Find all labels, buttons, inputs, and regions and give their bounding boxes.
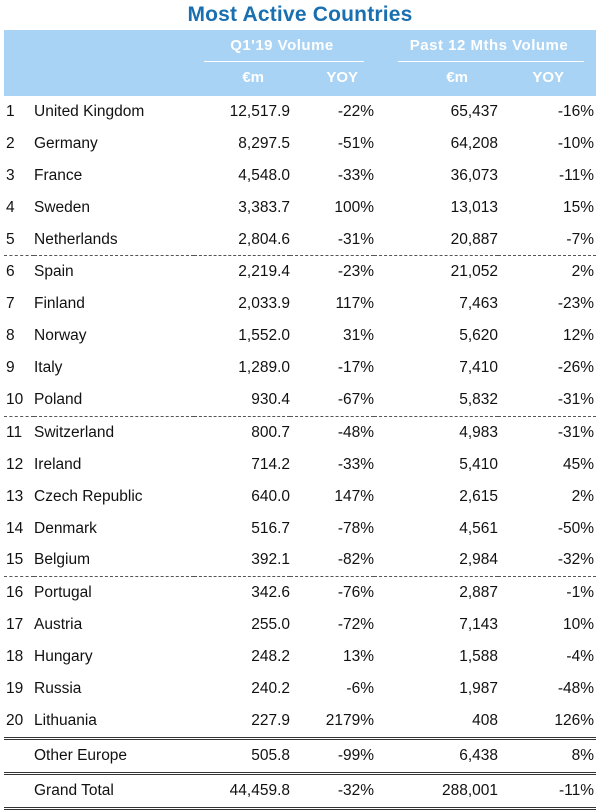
m12-yoy-cell: -11% <box>558 166 594 184</box>
q1-yoy-cell: -82% <box>290 544 374 576</box>
m12-yoy-cell: 2% <box>571 487 594 505</box>
q1-yoy-cell: 100% <box>334 198 374 216</box>
table-row <box>4 192 596 224</box>
table-row <box>4 544 596 576</box>
country-cell: Switzerland <box>34 423 115 441</box>
m12-volume-cell: 36,073 <box>450 166 498 184</box>
rank-cell <box>4 738 34 773</box>
m12-yoy-cell: 10% <box>562 616 594 634</box>
table-row <box>4 288 596 320</box>
country-cell: Portugal <box>34 584 92 602</box>
m12-volume-cell: 2,984 <box>374 544 498 576</box>
countries-table <box>4 96 596 810</box>
m12-volume-cell: 2,615 <box>459 487 498 505</box>
m12-volume-cell: 5,620 <box>459 327 498 345</box>
m12-yoy-cell: 45% <box>562 455 594 473</box>
m12-yoy-cell: -50% <box>557 519 594 537</box>
m12-yoy-cell: 126% <box>554 711 594 729</box>
rank-cell: 4 <box>6 198 15 216</box>
q1-volume-cell: 640.0 <box>251 487 290 505</box>
m12-yoy-cell: 8% <box>498 738 596 773</box>
m12-volume-cell: 7,410 <box>459 359 498 377</box>
country-cell: Netherlands <box>34 224 194 256</box>
country-cell: Czech Republic <box>34 487 143 505</box>
table-row <box>4 320 596 352</box>
m12-volume-cell: 64,208 <box>450 134 498 152</box>
q1-volume-cell: 516.7 <box>251 519 290 537</box>
rank-cell: 20 <box>6 711 24 729</box>
q1-yoy-cell: -32% <box>290 773 374 808</box>
country-cell: Russia <box>34 679 82 697</box>
rank-cell: 13 <box>6 487 24 505</box>
m12-volume-cell: 7,463 <box>459 295 498 313</box>
header-12m-yoy: YOY <box>532 69 564 86</box>
q1-yoy-cell: 13% <box>342 648 374 666</box>
m12-volume-cell: 1,987 <box>459 679 498 697</box>
country-cell: Austria <box>34 616 83 634</box>
m12-yoy-cell: 2% <box>571 263 594 281</box>
m12-yoy-cell: -26% <box>557 359 594 377</box>
q1-volume-cell: 2,033.9 <box>238 295 290 313</box>
country-cell: Sweden <box>34 198 91 216</box>
m12-volume-cell: 21,052 <box>450 263 498 281</box>
m12-volume-cell: 6,438 <box>374 738 498 773</box>
rank-cell: 18 <box>6 648 24 666</box>
m12-yoy-cell: -11% <box>498 773 596 808</box>
table-title: Most Active Countries <box>187 3 413 26</box>
q1-yoy-cell: -22% <box>337 102 374 120</box>
rank-cell: 15 <box>4 544 34 576</box>
m12-volume-cell: 13,013 <box>450 198 498 216</box>
country-cell: Finland <box>34 295 85 313</box>
table-row <box>4 96 596 128</box>
q1-yoy-cell: 31% <box>342 327 374 345</box>
country-cell: Italy <box>34 359 63 377</box>
table-row <box>4 224 596 256</box>
q1-yoy-cell: -78% <box>337 519 374 537</box>
q1-volume-cell: 44,459.8 <box>194 773 290 808</box>
table-header <box>4 30 596 96</box>
q1-volume-cell: 2,219.4 <box>238 263 290 281</box>
q1-yoy-cell: -17% <box>337 359 374 377</box>
header-12m-volume: Past 12 Mths Volume <box>409 37 569 54</box>
rank-cell: 19 <box>6 679 24 697</box>
other-europe-row <box>4 738 596 773</box>
rank-cell: 3 <box>6 166 15 184</box>
rank-cell: 8 <box>6 327 15 345</box>
rank-cell: 1 <box>6 102 15 120</box>
table-row <box>4 352 596 384</box>
header-q1-yoy: YOY <box>326 69 358 86</box>
m12-yoy-cell: -23% <box>557 295 594 313</box>
rank-cell: 12 <box>6 455 24 473</box>
country-cell: Ireland <box>34 455 82 473</box>
header-divider-q1 <box>204 61 364 62</box>
rank-cell: 5 <box>4 224 34 256</box>
q1-yoy-cell: 117% <box>335 295 374 313</box>
q1-yoy-cell: -51% <box>337 134 374 152</box>
m12-volume-cell: 65,437 <box>450 102 498 120</box>
m12-volume-cell: 7,143 <box>459 616 498 634</box>
q1-volume-cell: 255.0 <box>251 616 290 634</box>
rank-cell: 2 <box>6 134 15 152</box>
m12-yoy-cell: -1% <box>566 584 594 602</box>
country-cell: Norway <box>34 327 87 345</box>
q1-volume-cell: 714.2 <box>251 455 290 473</box>
q1-yoy-cell: -48% <box>337 423 374 441</box>
q1-yoy-cell: -72% <box>337 616 374 634</box>
header-12m-eur: €m <box>446 69 468 86</box>
table-row <box>4 481 596 513</box>
country-cell: Spain <box>34 263 74 281</box>
table-row <box>4 160 596 192</box>
q1-yoy-cell: -6% <box>346 679 374 697</box>
m12-volume-cell: 408 <box>472 711 498 729</box>
header-divider-12m <box>398 61 584 62</box>
table-row <box>4 256 596 288</box>
q1-yoy-cell: -33% <box>337 455 374 473</box>
header-q1-eur: €m <box>242 69 264 86</box>
m12-yoy-cell: -31% <box>557 423 594 441</box>
m12-yoy-cell: -10% <box>557 134 594 152</box>
m12-yoy-cell: -4% <box>566 648 594 666</box>
table-row <box>4 609 596 641</box>
q1-volume-cell: 392.1 <box>194 544 290 576</box>
rank-cell: 11 <box>6 423 23 441</box>
rank-cell: 16 <box>6 584 24 602</box>
q1-volume-cell: 227.9 <box>251 711 290 729</box>
m12-volume-cell: 1,588 <box>459 648 498 666</box>
m12-yoy-cell: -48% <box>557 679 594 697</box>
country-cell: Hungary <box>34 648 93 666</box>
country-cell: Denmark <box>34 519 97 537</box>
table-row <box>4 705 596 738</box>
q1-volume-cell: 12,517.9 <box>229 102 290 120</box>
q1-volume-cell: 248.2 <box>251 648 290 666</box>
q1-volume-cell: 4,548.0 <box>238 166 290 184</box>
m12-yoy-cell: -32% <box>498 544 596 576</box>
q1-volume-cell: 240.2 <box>251 679 290 697</box>
q1-yoy-cell: -76% <box>337 584 374 602</box>
country-cell: Other Europe <box>34 738 194 773</box>
rank-cell: 9 <box>6 359 15 377</box>
m12-volume-cell: 2,887 <box>459 584 498 602</box>
rank-cell: 10 <box>4 384 34 416</box>
q1-yoy-cell: -31% <box>290 224 374 256</box>
m12-volume-cell: 5,410 <box>459 455 498 473</box>
q1-volume-cell: 800.7 <box>251 423 290 441</box>
m12-volume-cell: 20,887 <box>374 224 498 256</box>
q1-volume-cell: 342.6 <box>251 584 290 602</box>
m12-yoy-cell: 15% <box>562 198 594 216</box>
rank-cell: 7 <box>6 295 15 313</box>
rank-cell: 14 <box>6 519 24 537</box>
country-cell: France <box>34 166 83 184</box>
m12-yoy-cell: -31% <box>498 384 596 416</box>
m12-volume-cell: 4,983 <box>459 423 498 441</box>
q1-yoy-cell: -67% <box>290 384 374 416</box>
m12-yoy-cell: -16% <box>557 102 594 120</box>
m12-volume-cell: 288,001 <box>374 773 498 808</box>
m12-yoy-cell: -7% <box>498 224 596 256</box>
q1-volume-cell: 930.4 <box>194 384 290 416</box>
country-cell: Poland <box>34 384 194 416</box>
q1-volume-cell: 3,383.7 <box>238 198 290 216</box>
q1-yoy-cell: -33% <box>337 166 374 184</box>
m12-volume-cell: 5,832 <box>374 384 498 416</box>
rank-cell: 17 <box>6 616 24 634</box>
country-cell: United Kingdom <box>34 102 145 120</box>
country-cell: Lithuania <box>34 711 97 729</box>
table-row <box>4 416 596 448</box>
table-row <box>4 449 596 481</box>
q1-yoy-cell: -23% <box>337 263 374 281</box>
table-row <box>4 513 596 545</box>
q1-volume-cell: 1,289.0 <box>238 359 290 377</box>
q1-volume-cell: 1,552.0 <box>238 327 290 345</box>
country-cell: Grand Total <box>34 773 194 808</box>
country-cell: Belgium <box>34 544 194 576</box>
country-cell: Germany <box>34 134 98 152</box>
m12-yoy-cell: 12% <box>562 327 594 345</box>
q1-volume-cell: 505.8 <box>194 738 290 773</box>
m12-volume-cell: 4,561 <box>459 519 498 537</box>
rank-cell: 6 <box>6 263 15 281</box>
q1-yoy-cell: 147% <box>334 487 374 505</box>
table-row <box>4 641 596 673</box>
q1-volume-cell: 8,297.5 <box>238 134 290 152</box>
table-row <box>4 673 596 705</box>
table-row <box>4 384 596 416</box>
header-q1-volume: Q1'19 Volume <box>230 37 334 54</box>
q1-yoy-cell: 2179% <box>325 711 374 729</box>
table-row <box>4 128 596 160</box>
table-row <box>4 577 596 609</box>
q1-yoy-cell: -99% <box>290 738 374 773</box>
q1-volume-cell: 2,804.6 <box>194 224 290 256</box>
